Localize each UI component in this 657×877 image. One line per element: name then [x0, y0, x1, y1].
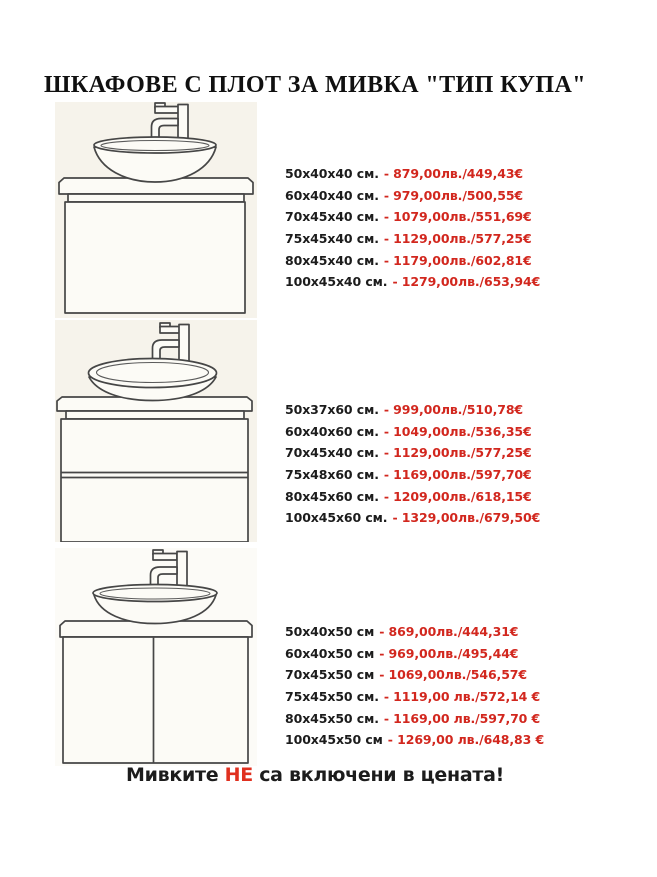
price-row: [285, 249, 540, 271]
size-label: 60x40x40 см.: [285, 187, 379, 203]
cabinet-drawing-single-front: [55, 102, 257, 318]
price-value: - 1269,00 лв./648,83 €: [387, 732, 545, 748]
price-row: [285, 206, 540, 228]
price-row: [285, 228, 540, 250]
cabinet-drawing-1-svg: [55, 102, 257, 318]
size-label: 100x45x60 см.: [285, 510, 388, 526]
price-row: [285, 664, 544, 686]
price-list-depth-50: [285, 621, 544, 751]
footer-prefix: Мивките: [126, 764, 225, 786]
price-row: [285, 464, 540, 486]
cabinet-drawing-two-doors: [55, 548, 257, 766]
size-label: 60x40x60 см.: [285, 423, 379, 439]
price-value: - 979,00лв./500,55€: [383, 187, 524, 203]
price-value: - 1119,00 лв./572,14 €: [383, 689, 541, 705]
size-label: 75x45x50 см.: [285, 689, 379, 705]
price-row: [285, 485, 540, 507]
cabinet-body: [61, 411, 248, 542]
size-label: 100x45x50 см: [285, 732, 383, 748]
price-row: [285, 621, 544, 643]
price-row: [285, 185, 540, 207]
size-label: 80x45x50 см.: [285, 710, 379, 726]
price-value: - 1079,00лв./551,69€: [383, 209, 532, 225]
price-value: - 1049,00лв./536,35€: [383, 423, 532, 439]
size-label: 75x45x40 см.: [285, 231, 379, 247]
price-value: - 1129,00лв./577,25€: [383, 231, 532, 247]
price-value: - 1129,00лв./577,25€: [383, 445, 532, 461]
price-value: - 1069,00лв./546,57€: [379, 667, 527, 683]
price-row: [285, 507, 540, 529]
page-title: ШКАФОВЕ С ПЛОТ ЗА МИВКА "ТИП КУПА": [44, 72, 586, 98]
price-value: - 869,00лв./444,31€: [379, 624, 519, 640]
cabinet-body: [65, 194, 245, 313]
price-value: - 1329,00лв./679,50€: [392, 510, 541, 526]
price-row: [285, 686, 544, 708]
price-value: - 879,00лв./449,43€: [383, 166, 524, 182]
cabinet-drawing-2-svg: [55, 320, 257, 542]
size-label: 100x45x40 см.: [285, 274, 388, 290]
size-label: 70x45x50 см: [285, 667, 375, 683]
price-value: - 1279,00лв./653,94€: [392, 274, 541, 290]
size-label: 50x40x40 см.: [285, 166, 379, 182]
price-row: [285, 707, 544, 729]
price-row: [285, 271, 540, 293]
price-list-depth-60: [285, 399, 540, 529]
cabinet-drawing-two-drawers: [55, 320, 257, 542]
price-value: - 999,00лв./510,78€: [383, 402, 524, 418]
footer-note: [0, 764, 630, 786]
size-label: 50x37x60 см.: [285, 402, 379, 418]
price-row: [285, 729, 544, 751]
size-label: 75x48x60 см.: [285, 467, 379, 483]
price-row: [285, 442, 540, 464]
size-label: 80x45x60 см.: [285, 488, 379, 504]
faucet-icon: [153, 323, 190, 363]
price-value: - 1179,00лв./602,81€: [383, 252, 532, 268]
price-value: - 1209,00лв./618,15€: [383, 488, 532, 504]
size-label: 80x45x40 см.: [285, 252, 379, 268]
size-label: 60x40x50 см: [285, 645, 375, 661]
price-row: [285, 163, 540, 185]
footer-highlight: НЕ: [224, 764, 253, 786]
footer-suffix: са включени в цената!: [252, 764, 504, 786]
price-value: - 969,00лв./495,44€: [379, 645, 519, 661]
vessel-sink-bowl: [89, 359, 217, 401]
price-row: [285, 399, 540, 421]
vessel-sink-bowl: [94, 137, 216, 182]
size-label: 70x45x40 см.: [285, 445, 379, 461]
price-list-depth-40: [285, 163, 540, 293]
price-row: [285, 421, 540, 443]
size-label: 50x40x50 см: [285, 624, 375, 640]
vessel-sink-bowl: [93, 585, 217, 624]
cabinet-drawing-3-svg: [55, 548, 257, 766]
price-value: - 1169,00 лв./597,70 €: [383, 710, 541, 726]
faucet-icon: [151, 550, 188, 587]
price-row: [285, 643, 544, 665]
price-value: - 1169,00лв./597,70€: [383, 467, 532, 483]
cabinet-body: [63, 637, 248, 763]
size-label: 70x45x40 см.: [285, 209, 379, 225]
